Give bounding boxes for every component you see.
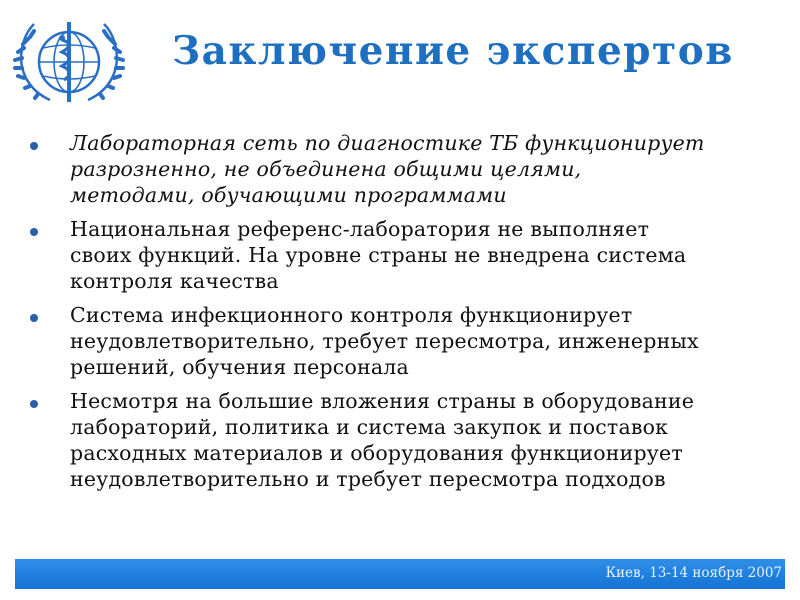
bullet-dot bbox=[30, 228, 38, 236]
bullet-line: контроля качества bbox=[70, 269, 279, 293]
bullet-dot bbox=[30, 142, 38, 150]
bullet-line: неудовлетворительно и требует пересмотра подходов bbox=[70, 467, 666, 491]
bullet-line: решений, обучения персонала bbox=[70, 355, 409, 379]
bullet-line: Несмотря на большие вложения страны в оборудование bbox=[70, 389, 695, 413]
bullet-line: методами, обучающими программами bbox=[70, 183, 507, 207]
bullet-line: Лабораторная сеть по диагностике ТБ функционирует bbox=[70, 131, 705, 155]
who-emblem-icon bbox=[10, 12, 128, 112]
bullet-list bbox=[30, 130, 790, 500]
bullet-line: своих функций. На уровне страны не внедрена система bbox=[70, 243, 687, 267]
bullet-line: лабораторий, политика и система закупок и поставок bbox=[70, 415, 669, 439]
bullet-item bbox=[30, 130, 790, 208]
bullet-dot bbox=[30, 400, 38, 408]
bullet-item bbox=[30, 302, 790, 380]
bullet-item bbox=[30, 216, 790, 294]
bullet-line: разрозненно, не объединена общими целями, bbox=[70, 157, 582, 181]
slide-title: Заключение экспертов bbox=[172, 28, 734, 74]
bullet-line: Система инфекционного контроля функционирует bbox=[70, 303, 633, 327]
bullet-line: расходных материалов и оборудования функционирует bbox=[70, 441, 683, 465]
bullet-item bbox=[30, 388, 790, 492]
bullet-line: Национальная референс-лаборатория не выполняет bbox=[70, 217, 650, 241]
bullet-dot bbox=[30, 314, 38, 322]
bullet-line: неудовлетворительно, требует пересмотра, инженерных bbox=[70, 329, 699, 353]
footer-text: Киев, 13-14 ноября 2007 bbox=[605, 565, 782, 581]
